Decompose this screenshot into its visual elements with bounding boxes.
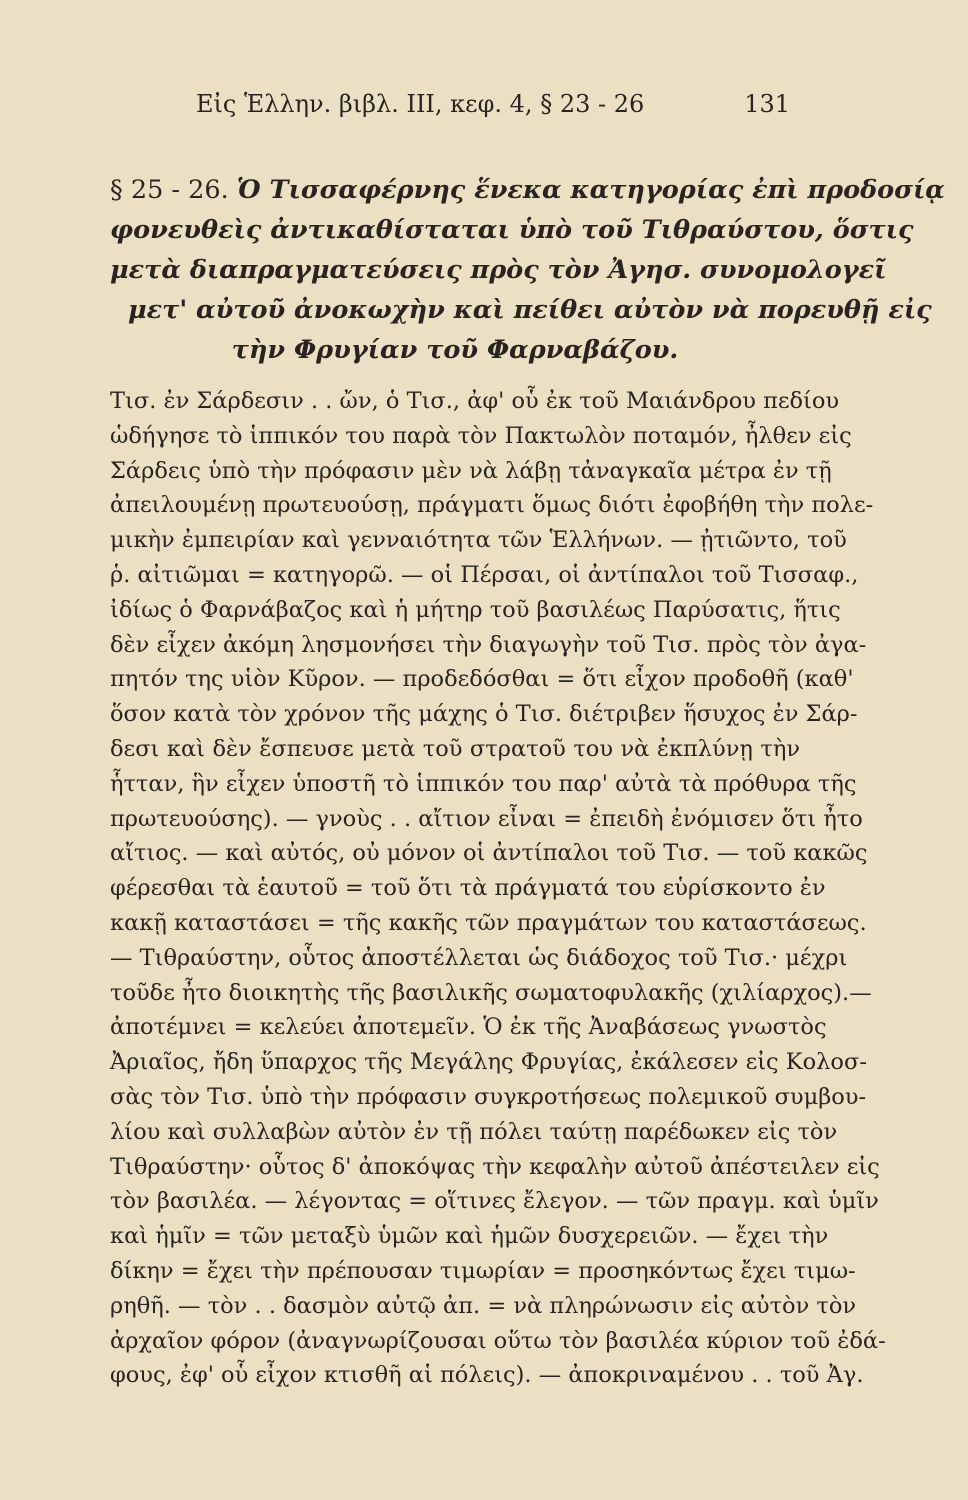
summary-line: τὴν Φρυγίαν τοῦ Φαρναβάζου. bbox=[231, 335, 679, 365]
summary-line: μετ' αὐτοῦ ἀνοκωχὴν καὶ πείθει αὐτὸν νὰ πορευθῇ εἰς bbox=[128, 295, 932, 325]
text-line: σὰς τὸν Τισ. ὑπὸ τὴν πρόφασιν συγκροτήσεως πολεμικοῦ συμβου- bbox=[110, 1083, 867, 1110]
text-line: ἀρχαῖον φόρον (ἀναγνωρίζουσαι οὕτω τὸν βασιλέα κύριον τοῦ ἐδά- bbox=[110, 1327, 886, 1354]
summary-line: μετὰ διαπραγματεύσεις πρὸς τὸν Ἀγησ. συνομολογεῖ bbox=[110, 255, 887, 285]
text-line: πητόν της υἱὸν Κῦρον. — προδεδόσθαι = ὅτι εἶχον προδοθῆ (καθ' bbox=[110, 666, 854, 693]
text-line: ἀποτέμνει = κελεύει ἀποτεμεῖν. Ὁ ἐκ τῆς Ἀναβάσεως γνωστὸς bbox=[110, 1014, 827, 1041]
summary-text: Ὁ Τισσαφέρνης ἕνεκα κατηγορίας ἐπὶ προδοσίᾳ bbox=[236, 175, 945, 205]
text-line: ρηθῆ. — τὸν . . δασμὸν αὐτῷ ἀπ. = νὰ πληρώνωσιν εἰς αὐτὸν τὸν bbox=[110, 1292, 857, 1319]
text-line: Τιθραύστην· οὗτος δ' ἀποκόψας τὴν κεφαλὴν αὐτοῦ ἀπέστειλεν εἰς bbox=[110, 1153, 880, 1180]
text-line: ῥ. αἰτιῶμαι = κατηγορῶ. — οἱ Πέρσαι, οἱ ἀντίπαλοι τοῦ Τισσαφ., bbox=[110, 561, 859, 588]
text-line: πρωτευούσης). — γνοὺς . . αἴτιον εἶναι = ἐπειδὴ ἐνόμισεν ὅτι ἦτο bbox=[110, 805, 863, 832]
text-line: φους, ἐφ' οὗ εἶχον κτισθῆ αἱ πόλεις). — ἀποκριναμένου . . τοῦ Ἀγ. bbox=[110, 1362, 864, 1389]
text-line: τὸν βασιλέα. — λέγοντας = οἵτινες ἔλεγον. — τῶν πραγμ. καὶ ὑμῖν bbox=[110, 1188, 879, 1215]
text-line: Τισ. ἐν Σάρδεσιν . . ὤν, ὁ Τισ., ἀφ' οὗ ἐκ τοῦ Μαιάνδρου πεδίου bbox=[110, 388, 840, 414]
text-line: κακῇ καταστάσει = τῆς κακῆς τῶν πραγμάτων του καταστάσεως. bbox=[110, 909, 867, 936]
text-line: μικὴν ἐμπειρίαν καὶ γενναιότητα τῶν Ἑλλήνων. — ᾐτιῶντο, τοῦ bbox=[110, 527, 847, 554]
text-line: ἧτταν, ἣν εἶχεν ὑποστῆ τὸ ἱππικόν του παρ' αὐτὰ τὰ πρόθυρα τῆς bbox=[110, 770, 857, 797]
text-line: αἴτιος. — καὶ αὐτός, οὐ μόνον οἱ ἀντίπαλοι τοῦ Τισ. — τοῦ κακῶς bbox=[110, 840, 868, 867]
section-summary bbox=[110, 170, 945, 370]
text-line: Ἀριαῖος, ἤδη ὕπαρχος τῆς Μεγάλης Φρυγίας, ἐκάλεσεν εἰς Κολοσ- bbox=[110, 1049, 867, 1076]
text-line: καὶ ἡμῖν = τῶν μεταξὺ ὑμῶν καὶ ἡμῶν δυσχερειῶν. — ἔχει τὴν bbox=[110, 1223, 829, 1250]
summary-line bbox=[110, 170, 945, 210]
text-line: ἰδίως ὁ Φαρνάβαζος καὶ ἡ μήτηρ τοῦ βασιλέως Παρύσατις, ἥτις bbox=[110, 596, 841, 623]
text-line: Σάρδεις ὑπὸ τὴν πρόφασιν μὲν νὰ λάβῃ τἀναγκαῖα μέτρα ἐν τῇ bbox=[110, 457, 832, 484]
text-line: φέρεσθαι τὰ ἑαυτοῦ = τοῦ ὅτι τὰ πράγματά του εὑρίσκοντο ἐν bbox=[110, 875, 826, 902]
running-header bbox=[196, 84, 790, 124]
text-line: ἀπειλουμένῃ πρωτευούσῃ, πράγματι ὅμως διότι ἐφοβήθη τὴν πολε- bbox=[110, 492, 874, 519]
text-line: ὡδήγησε τὸ ἱππικόν του παρὰ τὸν Πακτωλὸν ποταμόν, ἦλθεν εἰς bbox=[110, 422, 852, 449]
text-line: λίου καὶ συλλαβὼν αὐτὸν ἐν τῇ πόλει ταύτῃ παρέδωκεν εἰς τὸν bbox=[110, 1118, 838, 1145]
text-line: ὅσον κατὰ τὸν χρόνον τῆς μάχης ὁ Τισ. διέτριβεν ἥσυχος ἐν Σάρ- bbox=[110, 701, 858, 728]
section-number: § 25 - 26. bbox=[110, 175, 229, 205]
summary-line: φονευθεὶς ἀντικαθίσταται ὑπὸ τοῦ Τιθραύστου, ὅστις bbox=[110, 215, 914, 245]
text-line: δεσι καὶ δὲν ἔσπευσε μετὰ τοῦ στρατοῦ του νὰ ἐκπλύνῃ τὴν bbox=[110, 735, 800, 762]
commentary-text bbox=[110, 384, 886, 1393]
text-line: — Τιθραύστην, οὗτος ἀποστέλλεται ὡς διάδοχος τοῦ Τισ.· μέχρι bbox=[110, 944, 848, 971]
page-number: 131 bbox=[744, 90, 790, 118]
running-title: Εἰς Ἑλλην. βιβλ. III, κεφ. 4, § 23 - 26 bbox=[196, 90, 645, 118]
text-line: τοῦδε ἦτο διοικητὴς τῆς βασιλικῆς σωματοφυλακῆς (χιλίαρχος).— bbox=[110, 979, 872, 1006]
text-line: δίκην = ἔχει τὴν πρέπουσαν τιμωρίαν = προσηκόντως ἔχει τιμω- bbox=[110, 1257, 856, 1284]
text-line: δὲν εἶχεν ἀκόμη λησμονήσει τὴν διαγωγὴν τοῦ Τισ. πρὸς τὸν ἀγα- bbox=[110, 631, 867, 658]
